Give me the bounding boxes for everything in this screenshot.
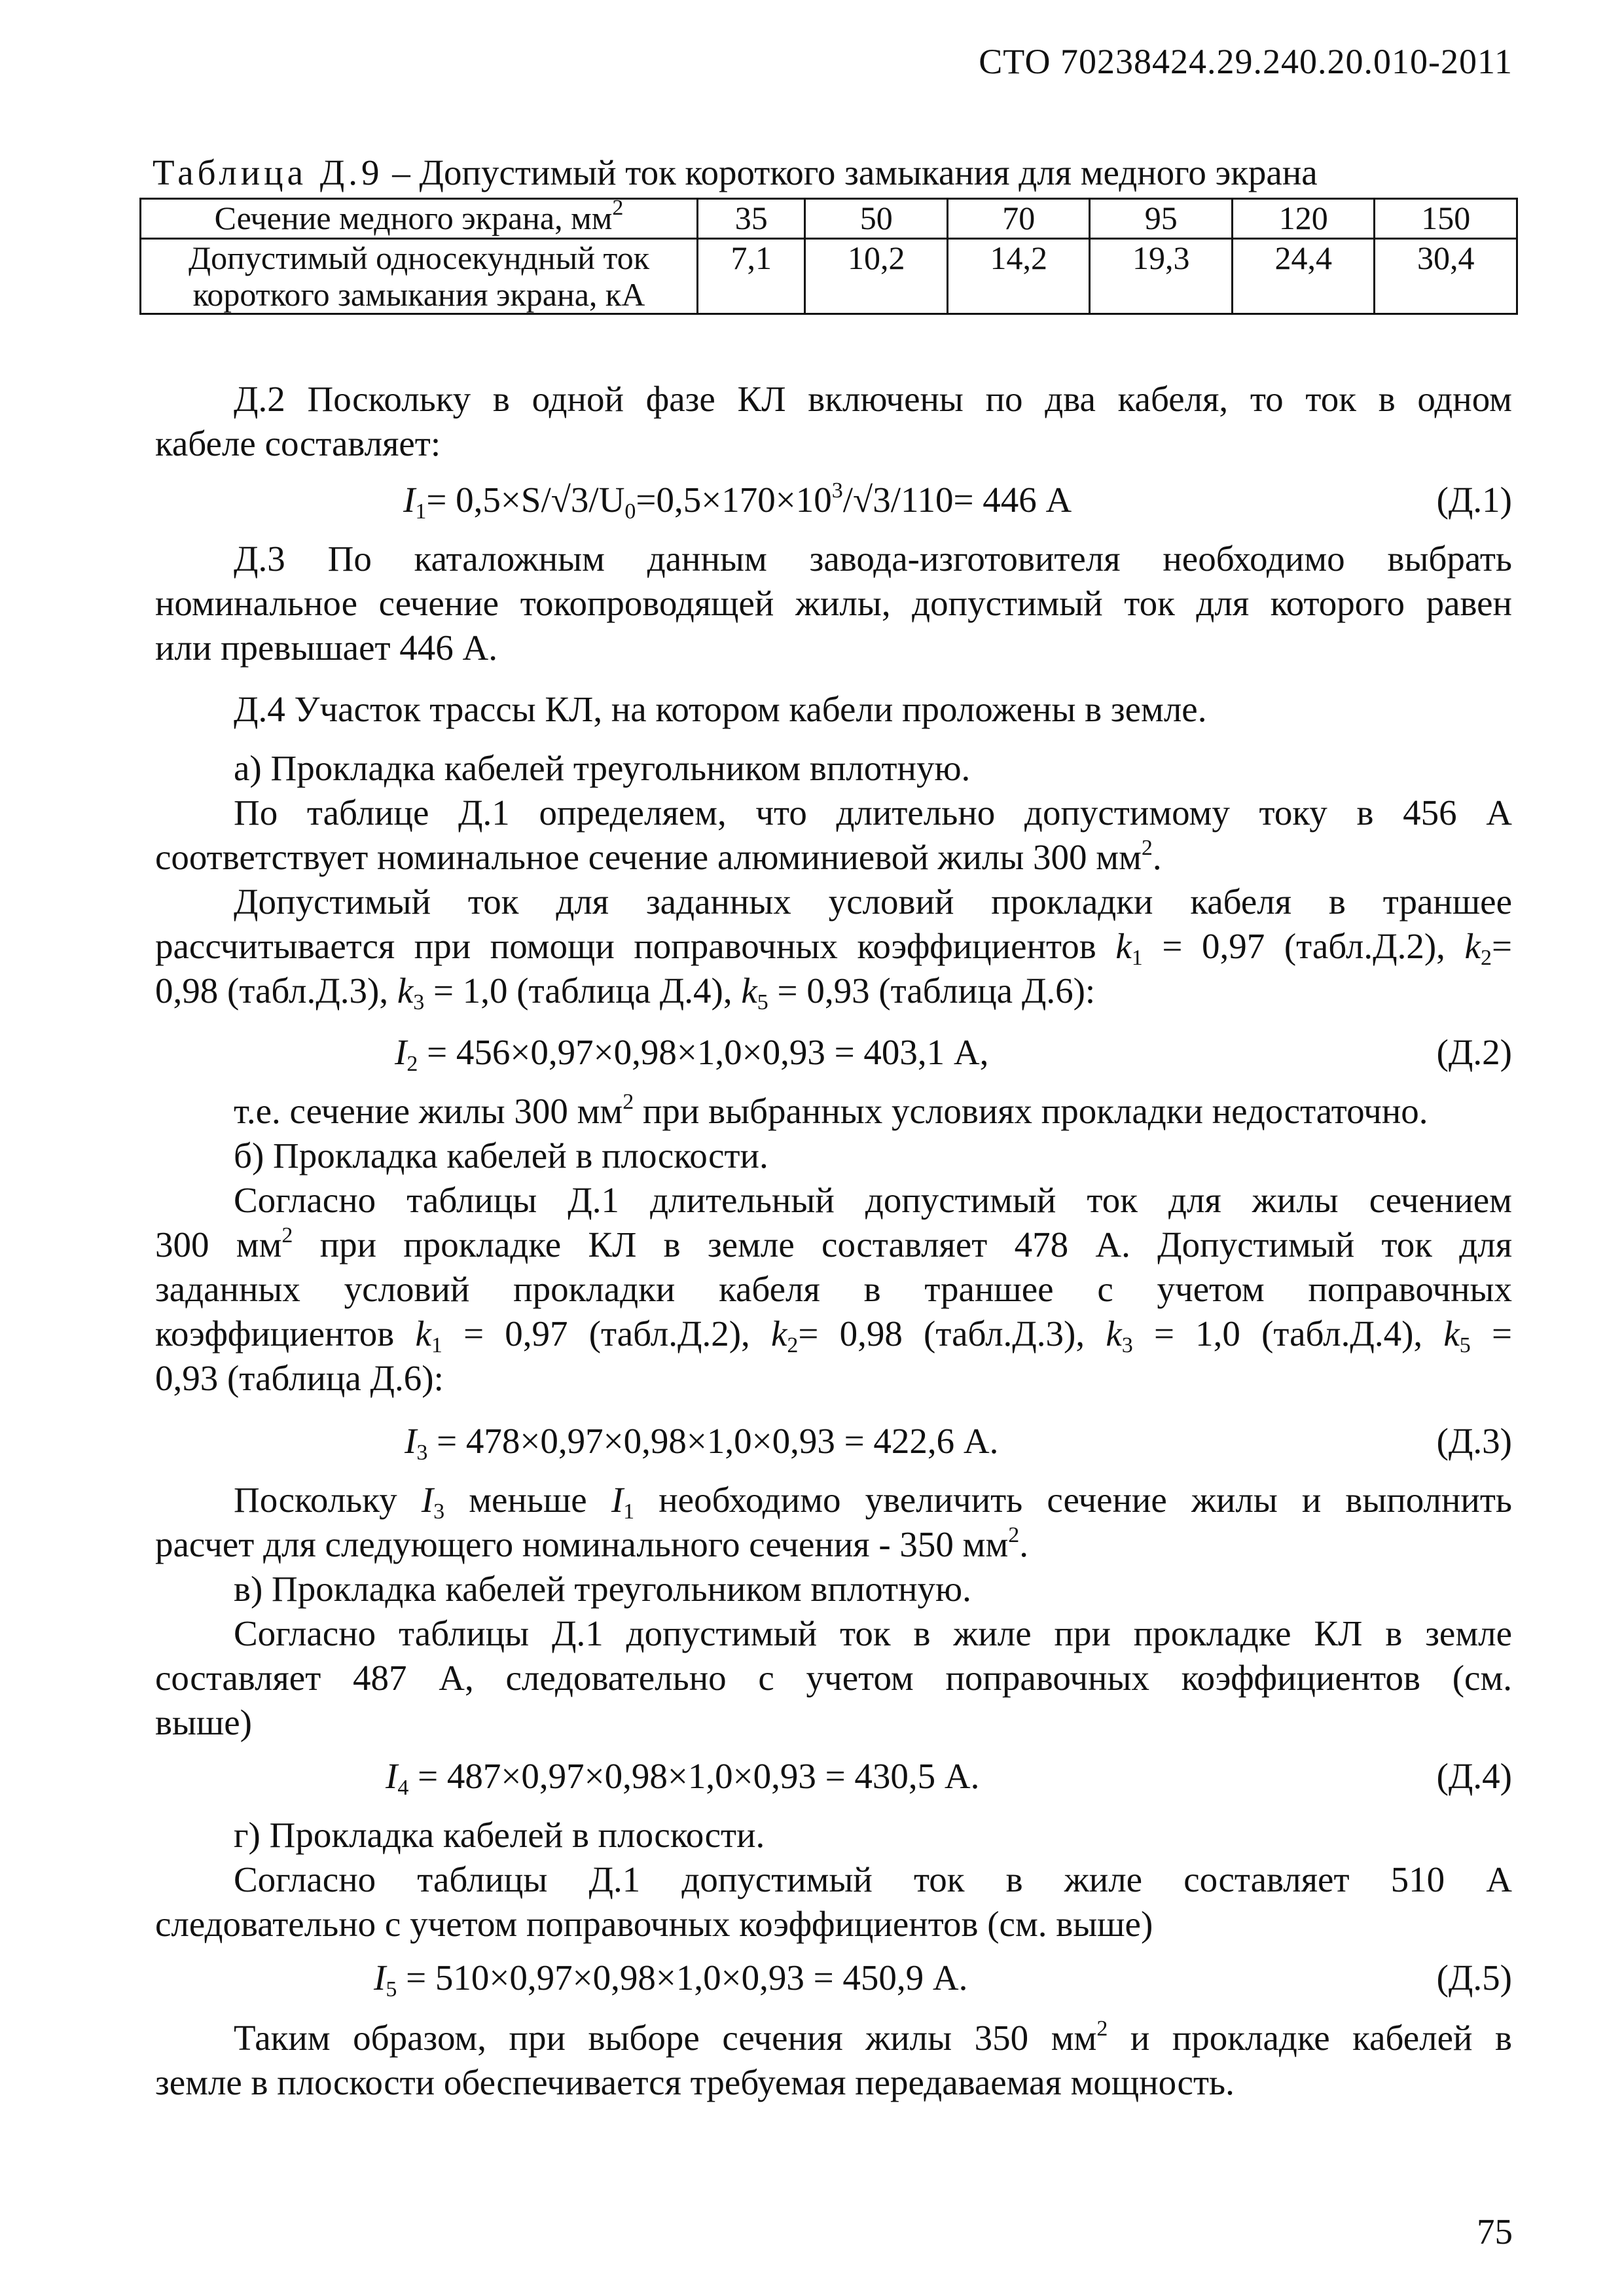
part-d-heading: г) Прокладка кабелей в плоскости. bbox=[234, 1815, 765, 1855]
table-caption-label: Таблица Д.9 bbox=[153, 152, 384, 192]
row1-label-sup: 2 bbox=[612, 196, 624, 220]
section-c bbox=[155, 1567, 1512, 1745]
coef-k: k bbox=[415, 1314, 431, 1354]
part-c-heading: в) Прокладка кабелей треугольником вплотную. bbox=[234, 1569, 971, 1609]
part-b-p1-line2-a: 300 мм bbox=[155, 1225, 282, 1265]
part-b-p2-line2 bbox=[155, 1522, 1512, 1567]
coef-k: k bbox=[1106, 1314, 1122, 1354]
table-row bbox=[141, 239, 1517, 314]
part-a-after bbox=[155, 1089, 1512, 1134]
coef-k: k bbox=[1464, 926, 1481, 966]
part-a-p2-line1: Допустимый ток для заданных условий прокладки кабеля в траншее bbox=[234, 882, 1512, 922]
section-d bbox=[155, 1813, 1512, 1946]
part-a-p2-line3-a: 0,98 (табл.Д.3), bbox=[155, 971, 397, 1011]
table-cell: 14,2 bbox=[947, 239, 1090, 314]
coef-sub: 2 bbox=[787, 1333, 799, 1357]
table-cell: 7,1 bbox=[698, 239, 805, 314]
part-b-p2-line1-a: Поскольку bbox=[234, 1480, 422, 1520]
coef-k: k bbox=[1443, 1314, 1460, 1354]
table-cell: 120 bbox=[1232, 199, 1375, 239]
equation-number-d2: (Д.2) bbox=[1436, 1032, 1512, 1072]
current-sub: 1 bbox=[623, 1499, 635, 1524]
table-cell: 95 bbox=[1090, 199, 1233, 239]
coef-sub: 2 bbox=[1480, 946, 1492, 970]
table-row-header bbox=[141, 196, 698, 239]
part-b-p1-line2 bbox=[155, 1223, 1512, 1267]
current-var: I bbox=[421, 1480, 434, 1520]
part-a-p1-line2 bbox=[155, 835, 1512, 880]
equation-number-d4: (Д.4) bbox=[1436, 1756, 1512, 1796]
table-cell: 50 bbox=[805, 199, 948, 239]
equation-d2 bbox=[395, 1030, 988, 1075]
d3-line2: номинальное сечение токопроводящей жилы, допустимый ток для которого равен bbox=[155, 583, 1512, 623]
table-row-header bbox=[141, 239, 698, 314]
part-a-p2-line2-c: = bbox=[1491, 926, 1512, 966]
part-a-p2-line2-a: рассчитывается при помощи поправочных коэффициентов bbox=[155, 926, 1116, 966]
part-b-p1-line4-c: = 0,98 (табл.Д.3), bbox=[798, 1314, 1106, 1354]
eq4-var: I bbox=[386, 1756, 398, 1796]
part-a-p2-line2 bbox=[155, 924, 1512, 969]
conclusion-sup: 2 bbox=[1096, 2017, 1108, 2041]
part-a-heading: а) Прокладка кабелей треугольником вплотную. bbox=[234, 748, 971, 788]
table-cell: 70 bbox=[947, 199, 1090, 239]
part-a-p1-line2-text: соответствует номинальное сечение алюминиевой жилы 300 мм bbox=[155, 837, 1142, 877]
section-b bbox=[155, 1134, 1512, 1401]
document-code: СТО 70238424.29.240.20.010-2011 bbox=[979, 42, 1513, 81]
part-b-p2-line1-c: необходимо увеличить сечение жилы и выполнить bbox=[634, 1480, 1512, 1520]
part-b-p1-line5: 0,93 (таблица Д.6): bbox=[155, 1358, 444, 1398]
table-caption-text: – Допустимый ток короткого замыкания для медного экрана bbox=[383, 152, 1318, 192]
part-a-p1-sup: 2 bbox=[1141, 836, 1153, 860]
equation-d5 bbox=[374, 1956, 967, 2000]
coef-sub: 5 bbox=[1459, 1333, 1471, 1357]
part-a-p2-line3-b: = 1,0 (таблица Д.4), bbox=[424, 971, 742, 1011]
table-cell: 10,2 bbox=[805, 239, 948, 314]
d4-line1: Д.4 Участок трассы КЛ, на котором кабели проложены в земле. bbox=[234, 689, 1207, 729]
eq5-sub: 5 bbox=[386, 1977, 397, 2001]
coef-sub: 3 bbox=[1121, 1333, 1133, 1357]
part-a-p2-line3-c: = 0,93 (таблица Д.6): bbox=[768, 971, 1096, 1011]
coef-k: k bbox=[741, 971, 757, 1011]
part-b-p2-end: . bbox=[1019, 1524, 1029, 1564]
table-cell: 30,4 bbox=[1375, 239, 1517, 314]
eq3-var: I bbox=[405, 1421, 417, 1461]
eq1-pow: 3 bbox=[831, 478, 843, 503]
part-b-heading: б) Прокладка кабелей в плоскости. bbox=[234, 1136, 768, 1175]
part-a-after-a: т.е. сечение жилы 300 мм bbox=[234, 1091, 623, 1131]
part-a-p2-line2-b: = 0,97 (табл.Д.2), bbox=[1142, 926, 1465, 966]
equation-d3 bbox=[405, 1419, 998, 1463]
d2-line2: кабеле составляет: bbox=[155, 423, 441, 463]
part-b-p2-sup: 2 bbox=[1008, 1523, 1020, 1547]
coef-sub: 1 bbox=[431, 1333, 442, 1357]
part-d-line2: следовательно с учетом поправочных коэффициентов (см. выше) bbox=[155, 1904, 1153, 1944]
eq4-body: = 487×0,97×0,98×1,0×0,93 = 430,5 А. bbox=[408, 1756, 980, 1796]
eq5-var: I bbox=[374, 1958, 386, 1998]
equation-d4 bbox=[386, 1754, 979, 1799]
eq5-body: = 510×0,97×0,98×1,0×0,93 = 450,9 А. bbox=[397, 1958, 968, 1998]
row1-label: Сечение медного экрана, мм bbox=[214, 200, 613, 236]
copper-screen-table bbox=[139, 198, 1518, 315]
part-b-p1-line1: Согласно таблицы Д.1 длительный допустимый ток для жилы сечением bbox=[234, 1180, 1512, 1220]
eq1-part3: /√3/110= 446 А bbox=[842, 480, 1072, 520]
coef-sub: 5 bbox=[757, 990, 768, 1014]
part-b-p1-line4-e: = bbox=[1470, 1314, 1512, 1354]
eq1-part1: = 0,5×S/√3/U bbox=[426, 480, 625, 520]
part-b-p2-line2-text: расчет для следующего номинального сечения - 350 мм bbox=[155, 1524, 1009, 1564]
coef-k: k bbox=[397, 971, 414, 1011]
table-caption bbox=[153, 152, 1318, 194]
part-b-p1-line4-d: = 1,0 (табл.Д.4), bbox=[1132, 1314, 1444, 1354]
paragraph-d3 bbox=[155, 537, 1512, 670]
part-b-p2-line1 bbox=[155, 1478, 1512, 1522]
eq1-var: I bbox=[403, 480, 416, 520]
conclusion bbox=[155, 2016, 1512, 2105]
table-cell: 19,3 bbox=[1090, 239, 1233, 314]
eq2-sub: 2 bbox=[406, 1052, 418, 1076]
table-cell: 35 bbox=[698, 199, 805, 239]
current-var: I bbox=[611, 1480, 624, 1520]
equation-number-d1: (Д.1) bbox=[1436, 480, 1512, 520]
part-a-after-b: при выбранных условиях прокладки недостаточно. bbox=[634, 1091, 1428, 1131]
part-a-p1-line1: По таблице Д.1 определяем, что длительно допустимому току в 456 А bbox=[234, 793, 1512, 833]
eq3-sub: 3 bbox=[416, 1441, 428, 1465]
coef-k: k bbox=[770, 1314, 787, 1354]
part-b-p1-line4 bbox=[155, 1312, 1512, 1356]
coef-k: k bbox=[1115, 926, 1132, 966]
part-b-p2 bbox=[155, 1478, 1512, 1567]
part-c-line3: выше) bbox=[155, 1702, 253, 1742]
part-b-p1-line2-b: при прокладке КЛ в земле составляет 478 А. Допустимый ток для bbox=[293, 1225, 1512, 1265]
coef-sub: 3 bbox=[413, 990, 425, 1014]
equation-d1 bbox=[403, 478, 1072, 522]
part-b-p2-line1-b: меньше bbox=[444, 1480, 611, 1520]
row2-label-line2: короткого замыкания экрана, кА bbox=[192, 276, 645, 313]
row2-label-line1: Допустимый односекундный ток bbox=[188, 240, 650, 276]
table-cell: 150 bbox=[1375, 199, 1517, 239]
eq1-sub: 1 bbox=[415, 499, 427, 524]
conclusion-line1 bbox=[155, 2016, 1512, 2060]
part-c-line2: составляет 487 А, следовательно с учетом поправочных коэффициентов (см. bbox=[155, 1658, 1512, 1698]
part-a-conclusion bbox=[155, 1089, 1512, 1134]
part-d-line1: Согласно таблицы Д.1 допустимый ток в жиле составляет 510 А bbox=[234, 1859, 1512, 1899]
section-a bbox=[155, 746, 1512, 1013]
table-cell: 24,4 bbox=[1232, 239, 1375, 314]
conclusion-line2: земле в плоскости обеспечивается требуемая передаваемая мощность. bbox=[155, 2062, 1235, 2102]
part-b-p1-line4-b: = 0,97 (табл.Д.2), bbox=[442, 1314, 771, 1354]
part-a-p2-line3 bbox=[155, 969, 1512, 1013]
equation-number-d3: (Д.3) bbox=[1436, 1421, 1512, 1461]
page-number: 75 bbox=[1477, 2212, 1513, 2251]
part-b-p1-sup: 2 bbox=[281, 1223, 293, 1247]
table-row bbox=[141, 199, 1517, 239]
coef-sub: 1 bbox=[1131, 946, 1143, 970]
d2-line1: Д.2 Поскольку в одной фазе КЛ включены по два кабеля, то ток в одном bbox=[234, 379, 1512, 419]
eq4-sub: 4 bbox=[397, 1776, 409, 1800]
eq1-u-sub: 0 bbox=[624, 499, 636, 524]
current-sub: 3 bbox=[433, 1499, 445, 1524]
part-b-p1-line3: заданных условий прокладки кабеля в траншее с учетом поправочных bbox=[155, 1269, 1512, 1309]
paragraph-d2 bbox=[155, 377, 1512, 466]
eq2-body: = 456×0,97×0,98×1,0×0,93 = 403,1 А, bbox=[418, 1032, 989, 1072]
eq3-body: = 478×0,97×0,98×1,0×0,93 = 422,6 А. bbox=[427, 1421, 999, 1461]
conclusion-line1-a: Таким образом, при выборе сечения жилы 350 мм bbox=[234, 2018, 1097, 2058]
eq2-var: I bbox=[395, 1032, 407, 1072]
d3-line3: или превышает 446 А. bbox=[155, 628, 498, 668]
eq1-part2: =0,5×170×10 bbox=[636, 480, 832, 520]
conclusion-line1-b: и прокладке кабелей в bbox=[1108, 2018, 1512, 2058]
part-c-line1: Согласно таблицы Д.1 допустимый ток в жиле при прокладке КЛ в земле bbox=[234, 1613, 1512, 1653]
d3-line1: Д.3 По каталожным данным завода-изготовителя необходимо выбрать bbox=[234, 539, 1512, 579]
part-a-after-sup: 2 bbox=[623, 1090, 634, 1114]
part-a-p1-end: . bbox=[1152, 837, 1162, 877]
paragraph-d4 bbox=[155, 687, 1512, 732]
equation-number-d5: (Д.5) bbox=[1436, 1958, 1512, 1998]
part-b-p1-line4-a: коэффициентов bbox=[155, 1314, 416, 1354]
